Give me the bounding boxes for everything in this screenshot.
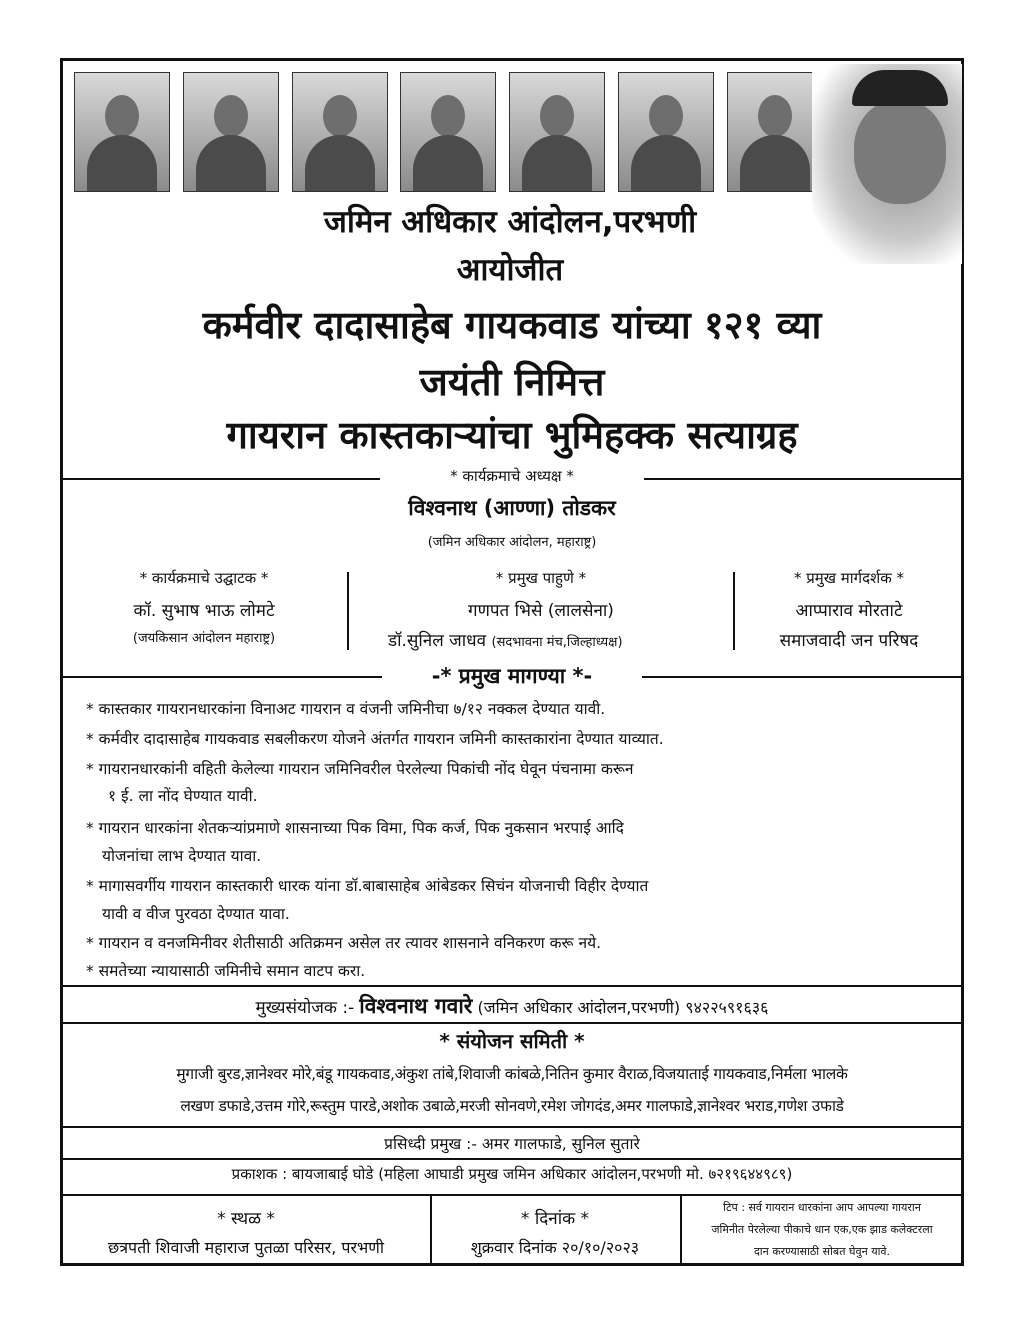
publicity-heads: प्रसिध्दी प्रमुख :- अमर गालफाडे, सुनिल सुतारे bbox=[384, 1135, 640, 1153]
demand-item: * कर्मवीर दादासाहेब गायकवाड सबलीकरण योजने अंतर्गत गायरान जमिनी कास्तकारांना देण्यात याव्यात. bbox=[86, 730, 664, 748]
chief-guest-name-2: डॉ.सुनिल जाधव bbox=[388, 631, 487, 651]
date-value: शुक्रवार दिनांक २०/१०/२०२३ bbox=[470, 1238, 640, 1257]
organized-label: आयोजीत bbox=[456, 252, 564, 288]
president-label: * कार्यक्रमाचे अध्यक्ष * bbox=[380, 466, 644, 486]
president-org: (जमिन अधिकार आंदोलन, महाराष्ट्र) bbox=[427, 535, 597, 550]
convener-row bbox=[60, 992, 964, 1020]
divider bbox=[60, 1158, 964, 1160]
divider bbox=[60, 1194, 964, 1196]
divider bbox=[60, 1022, 964, 1024]
demands-heading: -* प्रमुख मागण्या *- bbox=[382, 662, 642, 690]
event-title-line2: जयंती निमित्त bbox=[419, 360, 605, 404]
demand-item-cont: यावी व वीज पुरवठा देण्यात यावा. bbox=[102, 905, 290, 923]
demand-item-cont: योजनांचा लाभ देण्यात यावा. bbox=[102, 847, 262, 865]
guide-name: आप्पाराव मोरताटे bbox=[795, 601, 903, 621]
venue-value: छत्रपती शिवाजी महाराज पुतळा परिसर, परभणी bbox=[107, 1238, 384, 1257]
column-divider bbox=[347, 572, 349, 650]
portrait-leader-4-icon bbox=[400, 72, 496, 192]
committee-line-1: मुगाजी बुरड,ज्ञानेश्वर मोरे,बंडू गायकवाड,अंकुश तांबे,शिवाजी कांबळे,नितिन कुमार वैराळ,विजयाताई गायकवाड,निर्मला भालके bbox=[176, 1065, 848, 1083]
date-label: * दिनांक * bbox=[520, 1209, 590, 1229]
portrait-sant-ravidas-icon bbox=[292, 72, 388, 192]
portrait-dadasaheb-gaikwad-icon bbox=[812, 64, 962, 264]
inaugurator-org: (जयकिसान आंदोलन महाराष्ट्र) bbox=[132, 631, 276, 646]
inaugurator-label: * कार्यक्रमाचे उद्घाटक * bbox=[139, 569, 269, 587]
portrait-leader-2-icon bbox=[183, 72, 279, 192]
guide-org: समाजवादी जन परिषद bbox=[779, 631, 919, 651]
publisher-line: प्रकाशक : बायजाबाई घोडे (महिला आघाडी प्रमुख जमिन अधिकार आंदोलन,परभणी मो. ७२१९६४४९८९) bbox=[231, 1165, 793, 1183]
committee-heading: * संयोजन समिती * bbox=[439, 1029, 585, 1053]
note-line-1: टिप : सर्व गायरान धारकांना आप आपल्या गायरान bbox=[723, 1201, 921, 1214]
convener-name: विश्वनाथ गवारे bbox=[359, 994, 473, 1018]
column-divider bbox=[733, 572, 735, 650]
demand-item: * गायरान व वनजमिनीवर शेतीसाठी अतिक्रमन असेल तर त्यावर शासनाने वनिकरण करू नये. bbox=[86, 934, 601, 952]
portrait-mahatma-phule-icon bbox=[509, 72, 605, 192]
inaugurator-name: कॉ. सुभाष भाऊ लोमटे bbox=[133, 601, 275, 621]
demand-item: * गायरान धारकांना शेतकऱ्यांप्रमाणे शासनाच्या पिक विमा, पिक कर्ज, पिक नुकसान भरपाई आदि bbox=[86, 819, 624, 837]
chief-guest-label: * प्रमुख पाहुणे * bbox=[495, 569, 587, 587]
convener-label: मुख्यसंयोजक :- bbox=[255, 998, 355, 1018]
divider bbox=[60, 1126, 964, 1128]
portrait-shivaji-maharaj-icon bbox=[74, 72, 170, 192]
demand-item: * मागासवर्गीय गायरान कास्तकारी धारक यांना डॉ.बाबासाहेब आंबेडकर सिचंन योजनाची विहीर देण्यात bbox=[86, 877, 649, 895]
chief-guest-name-1: गणपत भिसे (लालसेना) bbox=[468, 601, 614, 621]
president-name: विश्वनाथ (आण्णा) तोडकर bbox=[408, 496, 616, 520]
venue-label: * स्थळ * bbox=[217, 1209, 275, 1229]
organizer-title: जमिन अधिकार आंदोलन,परभणी bbox=[323, 204, 697, 240]
event-title-line1: कर्मवीर दादासाहेब गायकवाड यांच्या १२१ व्या bbox=[202, 303, 822, 347]
note-line-3: दान करण्यासाठी सोबत घेवुन यावे. bbox=[753, 1245, 891, 1258]
note-line-2: जमिनीत पेरलेल्या पीकाचे धान एक,एक झाड कलेक्टरला bbox=[711, 1223, 933, 1236]
guide-label: * प्रमुख मार्गदर्शक * bbox=[793, 569, 905, 587]
chief-guest-name-2-wrap bbox=[388, 628, 728, 651]
demand-item-cont: १ ई. ला नोंद घेण्यात यावी. bbox=[108, 787, 258, 805]
demand-item: * कास्तकार गायरानधारकांना विनाअट गायरान व वंजनी जमिनीचा ७/१२ नक्कल देण्यात यावी. bbox=[86, 700, 606, 718]
committee-line-2: लखण डफाडे,उत्तम गोरे,रूस्तुम पारडे,अशोक उबाळे,मरजी सोनवणे,रमेश जोगदंड,अमर गालफाडे,ज्ञानेश्वर भराड,गणेश उफाडे bbox=[180, 1097, 844, 1115]
convener-detail: (जमिन अधिकार आंदोलन,परभणी) ९४२२५९१६३६ bbox=[477, 998, 769, 1017]
divider bbox=[60, 985, 964, 987]
portrait-dr-ambedkar-icon bbox=[618, 72, 714, 192]
demand-item: * गायरानधारकांनी वहिती केलेल्या गायरान जमिनिवरील पेरलेल्या पिकांची नोंद घेवून पंचनामा करून bbox=[86, 760, 634, 778]
demand-item: * समतेच्या न्यायासाठी जमिनीचे समान वाटप करा. bbox=[86, 962, 366, 980]
event-title-line3: गायरान कास्तकाऱ्यांचा भुमिहक्क सत्याग्रह bbox=[226, 413, 798, 457]
portrait-leader-7-icon bbox=[727, 72, 823, 192]
chief-guest-org-2: (सदभावना मंच,जिल्हाध्यक्ष) bbox=[491, 635, 623, 650]
